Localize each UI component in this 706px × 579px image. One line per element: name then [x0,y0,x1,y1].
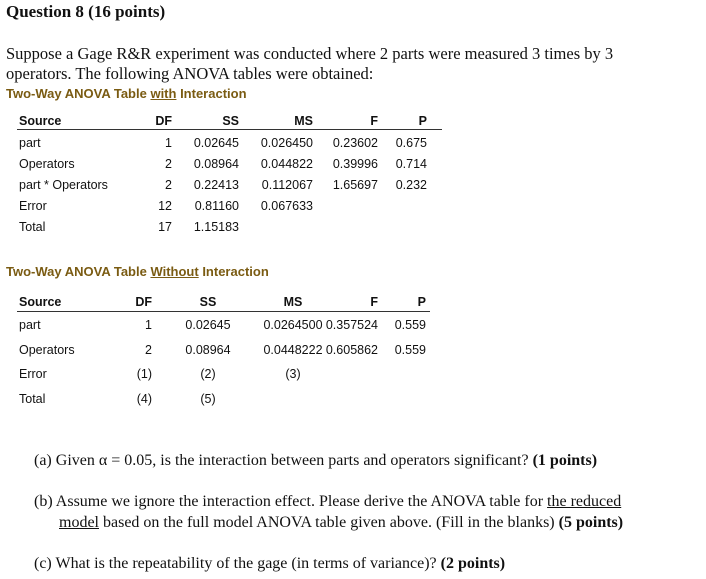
question-part-b-line-2 [59,514,623,532]
table1-title-suffix: Interaction [176,86,247,101]
table1-cell-ss: 0.81160 [194,199,239,213]
table1-cell-df: 12 [158,199,172,213]
table1-cell-df: 2 [165,157,172,171]
table1-cell-p: 0.232 [395,178,427,192]
table1-cell-ss: 1.15183 [193,220,239,234]
table2-cell-ms: (3) [285,367,301,381]
table1-header-p: P [418,114,427,128]
table1-cell-f: 1.65697 [332,178,378,192]
table1-cell-source: Error [19,199,47,213]
table2-cell-ss: (2) [200,367,216,381]
part-b-text-line-1: Assume we ignore the interaction effect. Please derive the ANOVA table for [55,493,548,510]
table2-cell-ss: 0.02645 [185,318,231,332]
table1-title-prefix: Two-Way ANOVA Table [6,86,151,101]
part-b-underlined-1: the reduced [547,493,622,510]
table2-header-ms: MS [283,295,303,309]
table1-cell-p: 0.714 [395,157,427,171]
table1-cell-f: 0.39996 [332,157,378,171]
table2-cell-p: 0.559 [394,318,426,332]
part-b-points: (5 points) [558,514,624,531]
table1-cell-ss: 0.22413 [193,178,239,192]
table2-cell-df: 1 [145,318,152,332]
table1-header-rule [17,129,442,130]
table2-cell-ss: (5) [200,391,216,406]
part-c-points: (2 points) [440,555,506,572]
table2-header-f: F [370,295,378,309]
table2-title [6,264,269,279]
table1-cell-f: 0.23602 [332,136,378,150]
table1-cell-df: 2 [165,178,172,192]
part-a-points: (1 points) [532,452,598,469]
table1-cell-source: part * Operators [19,178,108,192]
part-b-underlined-2: model [59,514,99,531]
table2-cell-source: Operators [19,342,75,357]
table2-cell-source: Total [19,391,46,406]
table2-cell-source: Error [19,367,47,381]
table2-cell-f: 0.605862 [325,342,378,357]
table1-cell-source: part [19,136,41,150]
table2-cell-ms: 0.0264500 [263,318,323,332]
table1-cell-ms: 0.044822 [260,157,313,171]
table2-cell-df: (1) [136,367,152,381]
table1-cell-source: Operators [19,157,75,171]
table1-cell-source: Total [19,220,46,234]
table1-cell-df: 17 [158,220,172,234]
table1-cell-df: 1 [165,136,172,150]
table1-cell-ms: 0.067633 [260,199,313,213]
table2-cell-df: (4) [136,391,152,406]
part-b-text-line-2: based on the full model ANOVA table given above. (Fill in the blanks) [99,514,559,531]
question-part-c [34,555,505,573]
table1-title-emphasis: with [150,86,177,101]
table2-header-p: P [417,295,426,309]
table2-cell-ms: 0.0448222 [263,342,323,357]
question-title: Question 8 (16 points) [6,2,166,21]
table1-cell-ms: 0.026450 [260,136,313,150]
table2-header-df: DF [135,295,152,309]
question-intro-line-2: operators. The following ANOVA tables were obtained: [6,64,374,83]
table2-title-suffix: Interaction [198,264,269,279]
table1-header-ss: SS [222,114,239,128]
table1-cell-p: 0.675 [395,136,427,150]
table2-title-emphasis: Without [150,264,199,279]
table2-cell-ss: 0.08964 [185,342,231,357]
table1-header-f: F [370,114,378,128]
table2-cell-f: 0.357524 [325,318,378,332]
table1-header-ms: MS [294,114,313,128]
table1-header-source: Source [19,114,62,128]
table1-cell-ms: 0.112067 [261,178,313,192]
part-b-label: (b) [34,493,53,510]
part-a-text: Given α = 0.05, is the interaction between parts and operators significant? [55,452,529,469]
table1-title [6,86,247,101]
table2-title-prefix: Two-Way ANOVA Table [6,264,151,279]
table1-header-df: DF [155,114,172,128]
table2-header-ss: SS [199,295,217,309]
table2-header-source: Source [19,295,62,309]
part-c-text: What is the repeatability of the gage (in terms of variance)? [55,555,441,572]
question-part-a [34,452,597,470]
question-intro-line-1: Suppose a Gage R&R experiment was conducted where 2 parts were measured 3 times by 3 [6,44,614,63]
table2-header-rule [17,311,430,312]
table2-cell-p: 0.559 [394,342,426,357]
part-a-label: (a) [34,452,52,469]
part-c-label: (c) [34,555,52,572]
table2-cell-df: 2 [145,342,152,357]
table1-cell-ss: 0.08964 [193,157,239,171]
table2-cell-source: part [19,318,41,332]
question-part-b-line-1 [34,493,621,511]
table1-cell-ss: 0.02645 [193,136,239,150]
